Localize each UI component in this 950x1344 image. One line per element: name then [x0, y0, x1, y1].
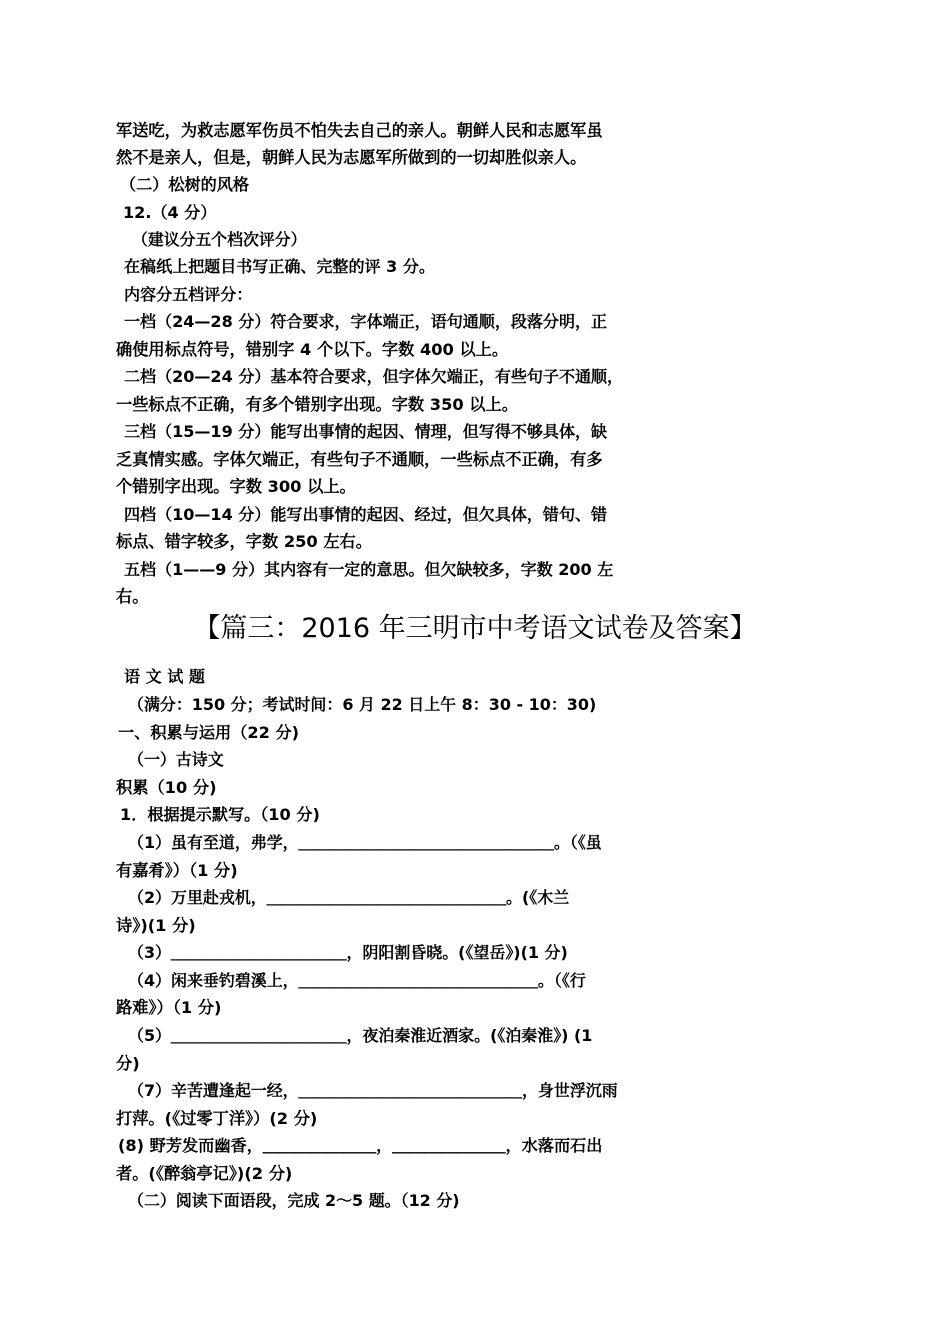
- answer-text-line-14: 个错别字出现。字数 300 以上。: [116, 477, 356, 496]
- answer-text-line-7: 内容分五档评分：: [124, 285, 253, 304]
- exam-text-line-2: （满分：150 分；考试时间：6 月 22 日上午 8：30 - 10：30): [128, 695, 597, 714]
- answer-text-line-5: （建议分五个档次评分）: [132, 230, 307, 249]
- exam-text-line-15: 分): [116, 1054, 140, 1073]
- exam-text-line-6: 1．根据提示默写。（10 分): [120, 805, 320, 824]
- answer-text-line-15: 四档（10—14 分）能写出事情的起因、经过，但欠具体，错句、错: [124, 505, 608, 524]
- exam-text-line-8: 有嘉肴》）（1 分): [116, 861, 238, 880]
- answer-text-line-8: 一档（24—28 分）符合要求，字体端正，语句通顺，段落分明，正: [124, 312, 608, 331]
- answer-text-line-1: 军送吃，为救志愿军伤员不怕失去自己的亲人。朝鲜人民和志愿军虽: [116, 121, 603, 140]
- exam-text-line-9: （2）万里赴戎机，＿＿＿＿＿＿＿＿＿＿＿＿＿＿＿。(《木兰: [128, 888, 570, 907]
- answer-text-line-17: 五档（1——9 分）其内容有一定的意思。但欠缺较多，字数 200 左: [124, 560, 614, 579]
- exam-text-line-10: 诗》)(1 分): [116, 916, 196, 935]
- answer-text-line-4: 12.（4 分）: [123, 203, 217, 222]
- answer-text-line-6: 在稿纸上把题目书写正确、完整的评 3 分。: [124, 257, 435, 276]
- exam-text-line-18: (8) 野芳发而幽香，＿＿＿＿＿＿＿，＿＿＿＿＿＿＿，水落而石出: [118, 1136, 603, 1155]
- answer-text-line-10: 二档（20—24 分）基本符合要求，但字体欠端正，有些句子不通顺，: [124, 367, 624, 386]
- answer-text-line-2: 然不是亲人，但是，朝鲜人民为志愿军所做到的一切却胜似亲人。: [116, 148, 587, 167]
- exam-text-line-5: 积累（10 分): [116, 778, 217, 797]
- exam-text-line-19: 者。(《醉翁亭记》)(2 分): [116, 1164, 293, 1183]
- exam-text-line-16: （7）辛苦遭逢起一经，＿＿＿＿＿＿＿＿＿＿＿＿＿＿，身世浮沉雨: [128, 1081, 618, 1100]
- exam-text-line-12: （4）闲来垂钓碧溪上，＿＿＿＿＿＿＿＿＿＿＿＿＿＿＿。（《行: [128, 971, 586, 990]
- section-heading: 【篇三：2016 年三明市中考语文试卷及答案】: [193, 613, 757, 644]
- exam-text-line-20: （二）阅读下面语段，完成 2～5 题。（12 分): [128, 1191, 460, 1210]
- answer-text-line-3: （二）松树的风格: [120, 175, 249, 194]
- exam-text-line-11: （3）＿＿＿＿＿＿＿＿＿＿＿，阴阳割昏晓。(《望岳》)(1 分): [128, 943, 568, 962]
- exam-text-line-17: 打萍。(《过零丁洋》）(2 分): [116, 1109, 318, 1128]
- answer-text-line-12: 三档（15—19 分）能写出事情的起因、情理，但写得不够具体，缺: [124, 422, 608, 441]
- exam-text-line-7: （1）虽有至道，弗学，＿＿＿＿＿＿＿＿＿＿＿＿＿＿＿＿。（《虽: [128, 833, 602, 852]
- answer-text-line-18: 右。: [116, 587, 149, 606]
- exam-text-line-1: 语 文 试 题: [124, 667, 205, 686]
- answer-text-line-9: 确使用标点符号，错别字 4 个以下。字数 400 以上。: [116, 340, 509, 359]
- answer-text-line-13: 乏真情实感。字体欠端正，有些句子不通顺，一些标点不正确，有多: [116, 450, 603, 469]
- answer-text-line-11: 一些标点不正确，有多个错别字出现。字数 350 以上。: [116, 395, 518, 414]
- exam-text-line-14: （5）＿＿＿＿＿＿＿＿＿＿＿，夜泊秦淮近酒家。(《泊秦淮》) (1: [128, 1026, 593, 1045]
- answer-text-line-16: 标点、错字较多，字数 250 左右。: [116, 532, 372, 551]
- exam-text-line-3: 一、积累与运用（22 分): [118, 723, 300, 742]
- exam-text-line-13: 路难》）（1 分): [116, 998, 222, 1017]
- exam-text-line-4: （一）古诗文: [128, 750, 224, 769]
